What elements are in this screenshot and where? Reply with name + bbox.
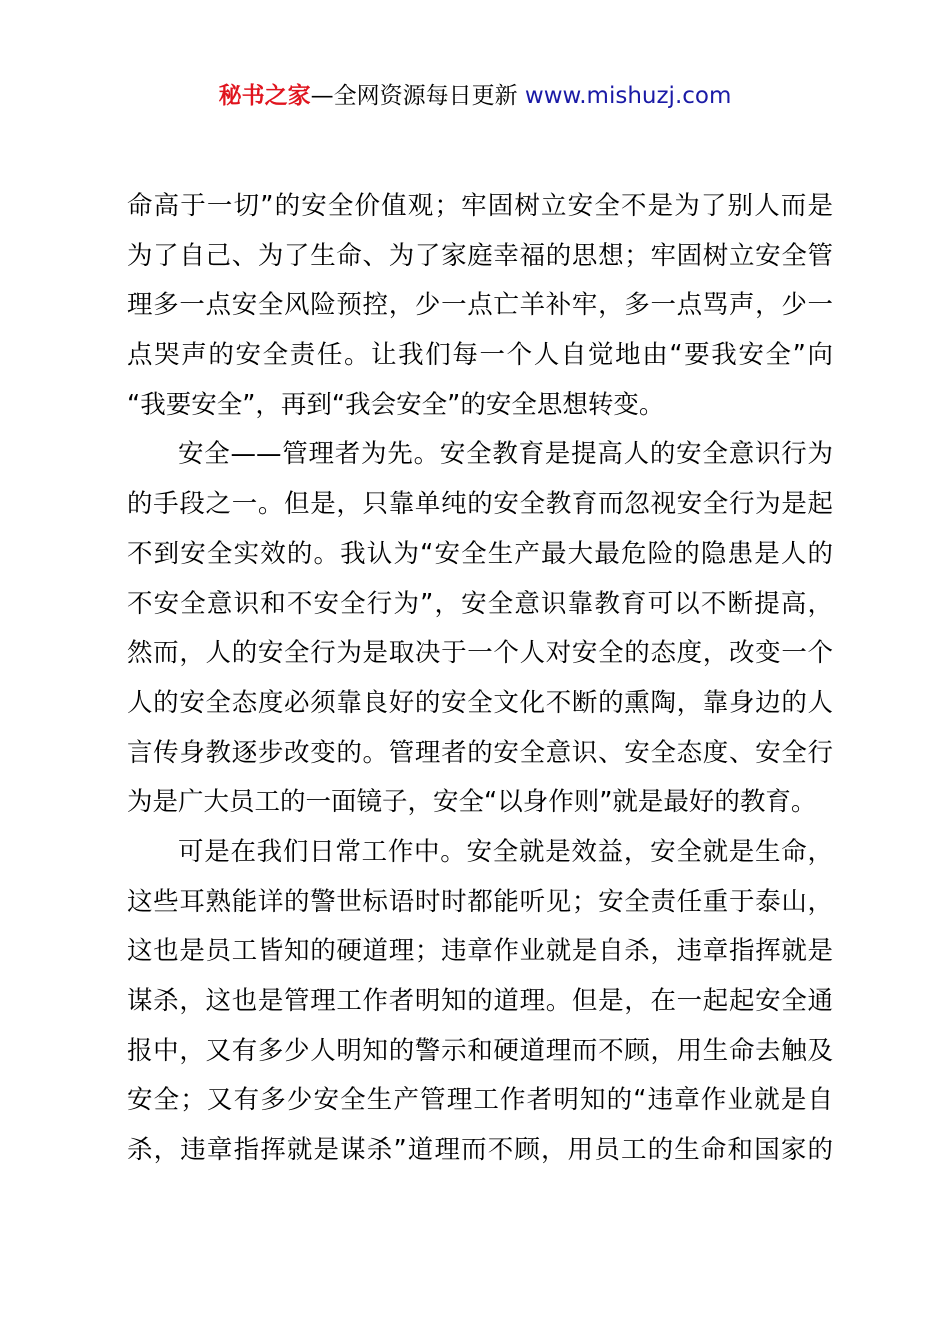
site-brand: 秘书之家 <box>218 83 311 109</box>
text-line: 不安全意识和不安全行为”，安全意识靠教育可以不断提高， <box>127 588 833 619</box>
site-url[interactable]: www.mishuzj.com <box>524 83 732 109</box>
text-line: 点哭声的安全责任。让我们每一个人自觉地由“要我安全”向 <box>127 340 833 371</box>
paragraph-first-line: 安全——管理者为先。安全教育是提高人的安全意识行为 <box>178 439 833 470</box>
text-line: 报中，又有多少人明知的警示和硬道理而不顾，用生命去触及 <box>127 1035 833 1066</box>
text-line: 的手段之一。但是，只靠单纯的安全教育而忽视安全行为是起 <box>127 489 833 520</box>
text-line: 不到安全实效的。我认为“安全生产最大最危险的隐患是人的 <box>127 538 833 569</box>
page-header <box>0 80 950 112</box>
text-line: “我要安全”，再到“我会安全”的安全思想转变。 <box>127 389 665 420</box>
text-line: 这些耳熟能详的警世标语时时都能听见；安全责任重于泰山， <box>127 886 833 917</box>
text-line: 杀，违章指挥就是谋杀”道理而不顾，用员工的生命和国家的 <box>127 1135 833 1166</box>
text-line: 为是广大员工的一面镜子，安全“以身作则”就是最好的教育。 <box>127 787 817 818</box>
text-line: 然而，人的安全行为是取决于一个人对安全的态度，改变一个 <box>127 638 833 669</box>
text-line: 谋杀，这也是管理工作者明知的道理。但是，在一起起安全通 <box>127 986 833 1016</box>
text-line: 人的安全态度必须靠良好的安全文化不断的熏陶，靠身边的人 <box>127 687 833 718</box>
document-body <box>127 182 833 1176</box>
paragraph-first-line: 可是在我们日常工作中。安全就是效益，安全就是生命， <box>178 836 833 867</box>
text-line: 安全；又有多少安全生产管理工作者明知的“违章作业就是自 <box>127 1085 833 1116</box>
text-line: 命高于一切”的安全价值观；牢固树立安全不是为了别人而是 <box>127 191 833 221</box>
text-line: 这也是员工皆知的硬道理；违章作业就是自杀，违章指挥就是 <box>127 936 833 967</box>
text-line: 言传身教逐步改变的。管理者的安全意识、安全态度、安全行 <box>127 737 833 768</box>
site-tagline: —全网资源每日更新 <box>310 83 518 109</box>
text-line: 理多一点安全风险预控，少一点亡羊补牢，多一点骂声，少一 <box>127 290 833 321</box>
text-line: 为了自己、为了生命、为了家庭幸福的思想；牢固树立安全管 <box>127 240 833 271</box>
